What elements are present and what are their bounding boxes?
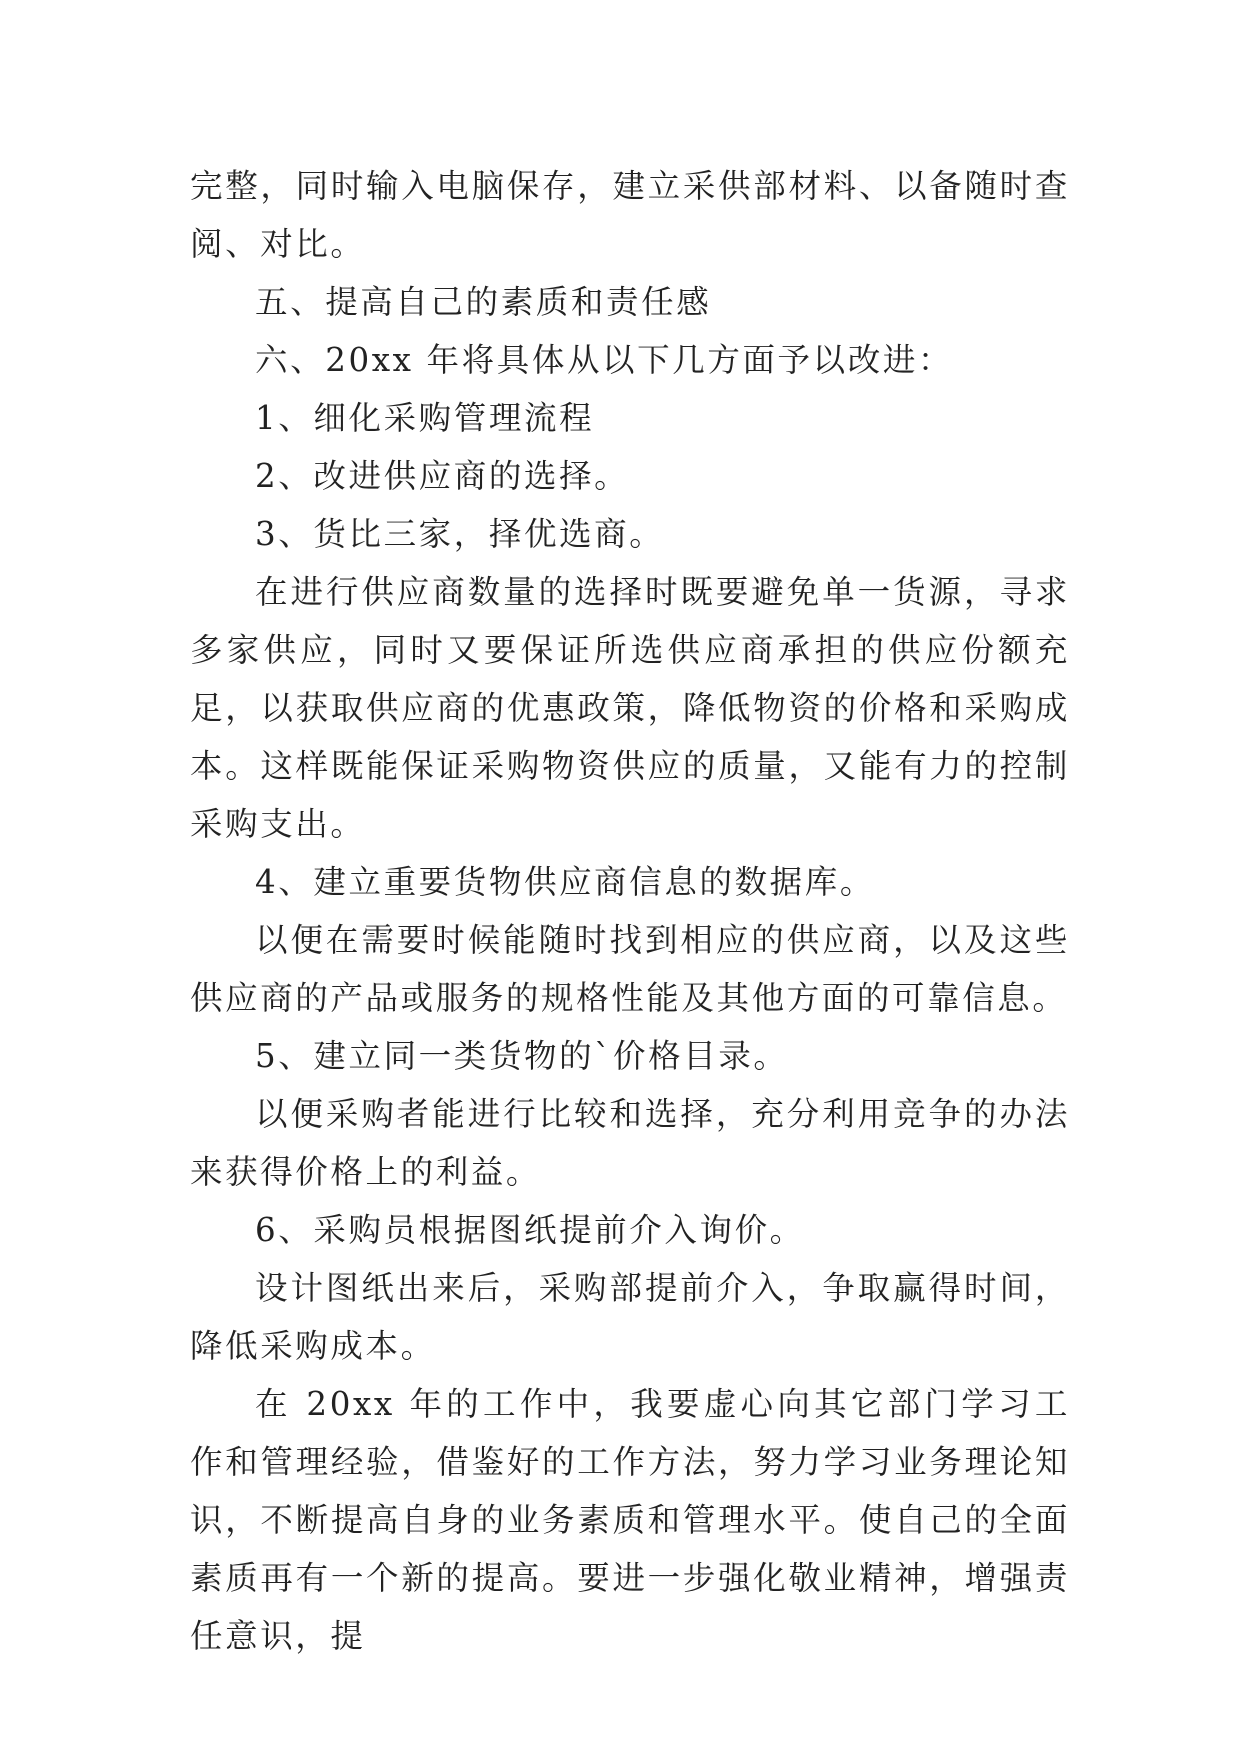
section-heading: 五、提高自己的素质和责任感: [255, 283, 712, 321]
list-item: 3、货比三家，择优选商。: [255, 515, 665, 553]
document-body: [190, 157, 1070, 1665]
list-item: 4、建立重要货物供应商信息的数据库。: [255, 863, 875, 901]
paragraph: 以便采购者能进行比较和选择，充分利用竞争的办法来获得价格上的利益。: [190, 1095, 1070, 1191]
list-item: 2、改进供应商的选择。: [255, 457, 630, 495]
section-heading: 六、20xx 年将具体从以下几方面予以改进：: [255, 341, 954, 379]
paragraph: 在 20xx 年的工作中，我要虚心向其它部门学习工作和管理经验，借鉴好的工作方法，努力学习业务理论知识，不断提高自身的业务素质和管理水平。使自己的全面素质再有一个新的提高。要进一步强化敬业精神，增强责任意识，提: [190, 1385, 1070, 1655]
paragraph: 设计图纸出来后，采购部提前介入，争取赢得时间，降低采购成本。: [190, 1269, 1070, 1365]
paragraph: 在进行供应商数量的选择时既要避免单一货源，寻求多家供应，同时又要保证所选供应商承担的供应份额充足，以获取供应商的优惠政策，降低物资的价格和采购成本。这样既能保证采购物资供应的质量，又能有力的控制采购支出。: [190, 573, 1070, 843]
paragraph: 完整，同时输入电脑保存，建立采供部材料、以备随时查阅、对比。: [190, 167, 1070, 263]
list-item: 5、建立同一类货物的`价格目录。: [255, 1037, 789, 1075]
paragraph: 以便在需要时候能随时找到相应的供应商，以及这些供应商的产品或服务的规格性能及其他方面的可靠信息。: [190, 921, 1070, 1017]
list-item: 6、采购员根据图纸提前介入询价。: [255, 1211, 805, 1249]
list-item: 1、细化采购管理流程: [255, 399, 595, 437]
